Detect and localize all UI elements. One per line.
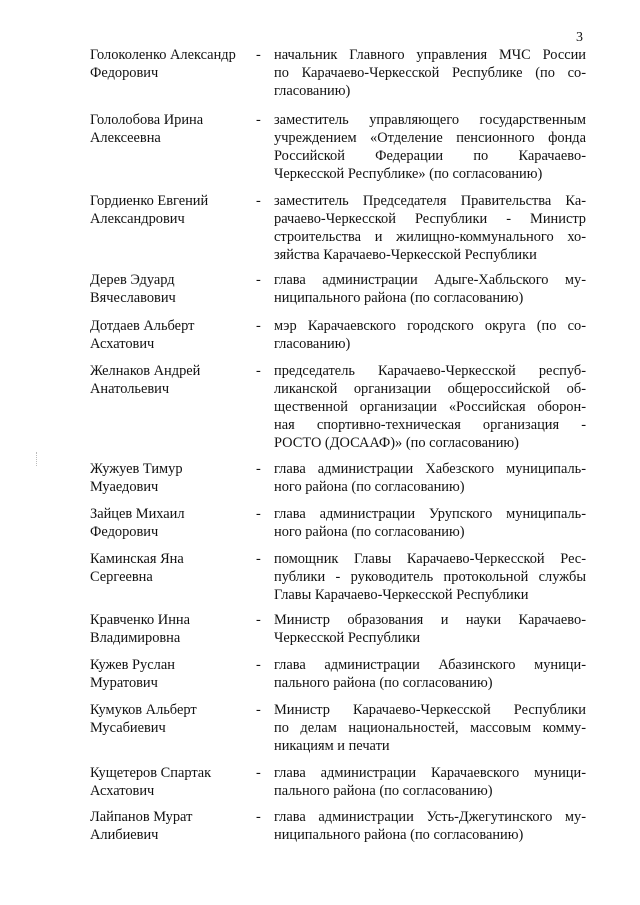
member-name xyxy=(90,362,260,398)
member-name-line: Дотдаев Альберт xyxy=(90,318,195,334)
member-position-line: РОСТО (ДОСААФ)» (по согласованию) xyxy=(274,435,519,451)
member-position xyxy=(274,362,586,452)
separator-dash: - xyxy=(256,612,261,628)
member-position-line: никациям и печати xyxy=(274,738,390,754)
member-position-line: ная спортивно-техническая организация - xyxy=(274,417,586,433)
member-position-line: ного района (по согласованию) xyxy=(274,524,465,540)
member-position-line: по Карачаево-Черкесской Республике (по со- xyxy=(274,65,586,81)
member-position xyxy=(274,808,586,844)
member-name xyxy=(90,111,260,147)
separator-dash: - xyxy=(256,702,261,718)
member-position-line: Министр Карачаево-Черкесской Республики xyxy=(274,702,586,718)
separator-dash: - xyxy=(256,363,261,379)
member-name-line: Муратович xyxy=(90,675,158,691)
separator-dash: - xyxy=(256,461,261,477)
member-name-line: Гололобова Ирина xyxy=(90,112,204,128)
member-name xyxy=(90,611,260,647)
member-position xyxy=(274,656,586,692)
member-position-line: Российской Федерации по Карачаево- xyxy=(274,148,586,164)
member-name-line: Мусабиевич xyxy=(90,720,166,736)
member-position-line: Черкесской Республике» (по согласованию) xyxy=(274,166,543,182)
member-position-line: гласованию) xyxy=(274,83,351,99)
member-position xyxy=(274,192,586,264)
member-position-line: глава администрации Адыге-Хабльского му- xyxy=(274,272,586,288)
member-position xyxy=(274,550,586,604)
member-name xyxy=(90,550,260,586)
separator-dash: - xyxy=(256,47,261,63)
member-name xyxy=(90,460,260,496)
member-position-line: заместитель Председателя Правительства Ка- xyxy=(274,193,586,209)
member-name-line: Кужев Руслан xyxy=(90,657,175,673)
separator-dash: - xyxy=(256,272,261,288)
member-name-line: Асхатович xyxy=(90,336,155,352)
member-name-line: Муаедович xyxy=(90,479,159,495)
member-name-line: Владимировна xyxy=(90,630,181,646)
separator-dash: - xyxy=(256,551,261,567)
member-name-line: Алибиевич xyxy=(90,827,159,843)
member-name-line: Каминская Яна xyxy=(90,551,184,567)
separator-dash: - xyxy=(256,506,261,522)
member-position-line: глава администрации Хабезского муниципаль- xyxy=(274,461,586,477)
member-name-line: Зайцев Михаил xyxy=(90,506,185,522)
member-name xyxy=(90,656,260,692)
member-position-line: пального района (по согласованию) xyxy=(274,675,493,691)
member-position xyxy=(274,46,586,100)
member-position xyxy=(274,701,586,755)
member-position-line: мэр Карачаевского городского округа (по со- xyxy=(274,318,586,334)
member-position-line: щественной организации «Российская оборон- xyxy=(274,399,586,415)
member-position-line: глава администрации Абазинского муници- xyxy=(274,657,586,673)
separator-dash: - xyxy=(256,318,261,334)
member-name xyxy=(90,192,260,228)
member-name-line: Алексеевна xyxy=(90,130,161,146)
member-name-line: Александрович xyxy=(90,211,185,227)
member-position xyxy=(274,271,586,307)
member-position-line: ликанской организации общероссийской об- xyxy=(274,381,586,397)
member-position-line: ного района (по согласованию) xyxy=(274,479,465,495)
member-name-line: Сергеевна xyxy=(90,569,153,585)
member-position-line: заместитель управляющего государственным xyxy=(274,112,586,128)
member-position-line: учреждением «Отделение пенсионного фонда xyxy=(274,130,586,146)
member-position xyxy=(274,111,586,183)
member-position xyxy=(274,505,586,541)
separator-dash: - xyxy=(256,112,261,128)
member-position-line: ниципального района (по согласованию) xyxy=(274,290,524,306)
separator-dash: - xyxy=(256,765,261,781)
member-position-line: ниципального района (по согласованию) xyxy=(274,827,524,843)
member-name xyxy=(90,317,260,353)
member-position xyxy=(274,611,586,647)
member-position-line: Черкесской Республики xyxy=(274,630,421,646)
member-name xyxy=(90,808,260,844)
member-name-line: Вячеславович xyxy=(90,290,176,306)
member-position-line: зяйства Карачаево-Черкесской Республики xyxy=(274,247,537,263)
member-position-line: рачаево-Черкесской Республики - Министр xyxy=(274,211,586,227)
member-position-line: глава администрации Усть-Джегутинского му- xyxy=(274,809,586,825)
member-position xyxy=(274,764,586,800)
member-position-line: начальник Главного управления МЧС России xyxy=(274,47,586,63)
member-position-line: глава администрации Карачаевского муници- xyxy=(274,765,586,781)
member-position xyxy=(274,460,586,496)
member-position-line: Главы Карачаево-Черкесской Республики xyxy=(274,587,529,603)
member-position-line: пального района (по согласованию) xyxy=(274,783,493,799)
member-name-line: Кумуков Альберт xyxy=(90,702,197,718)
member-position-line: строительства и жилищно-коммунального хо- xyxy=(274,229,586,245)
member-name xyxy=(90,46,260,82)
separator-dash: - xyxy=(256,809,261,825)
separator-dash: - xyxy=(256,193,261,209)
member-position-line: председатель Карачаево-Черкесской респуб- xyxy=(274,363,586,379)
member-position-line: глава администрации Урупского муниципаль- xyxy=(274,506,586,522)
member-name xyxy=(90,701,260,737)
margin-mark xyxy=(36,452,38,466)
member-name-line: Желнаков Андрей xyxy=(90,363,201,379)
member-name-line: Кущетеров Спартак xyxy=(90,765,212,781)
member-name-line: Кравченко Инна xyxy=(90,612,190,628)
member-name xyxy=(90,271,260,307)
member-name-line: Гордиенко Евгений xyxy=(90,193,209,209)
member-position-line: публики - руководитель протокольной службы xyxy=(274,569,586,585)
member-position-line: по делам национальностей, массовым комму- xyxy=(274,720,586,736)
member-name-line: Анатольевич xyxy=(90,381,170,397)
member-name-line: Федорович xyxy=(90,524,159,540)
member-name-line: Асхатович xyxy=(90,783,155,799)
member-name-line: Дерев Эдуард xyxy=(90,272,175,288)
member-name-line: Голоколенко Александр xyxy=(90,47,236,63)
member-position-line: гласованию) xyxy=(274,336,351,352)
member-name-line: Лайпанов Мурат xyxy=(90,809,193,825)
member-position-line: помощник Главы Карачаево-Черкесской Рес- xyxy=(274,551,586,567)
separator-dash: - xyxy=(256,657,261,673)
member-name xyxy=(90,505,260,541)
member-position xyxy=(274,317,586,353)
page-number: 3 xyxy=(576,30,583,45)
member-position-line: Министр образования и науки Карачаево- xyxy=(274,612,586,628)
member-name-line: Жужуев Тимур xyxy=(90,461,183,477)
member-name xyxy=(90,764,260,800)
member-name-line: Федорович xyxy=(90,65,159,81)
